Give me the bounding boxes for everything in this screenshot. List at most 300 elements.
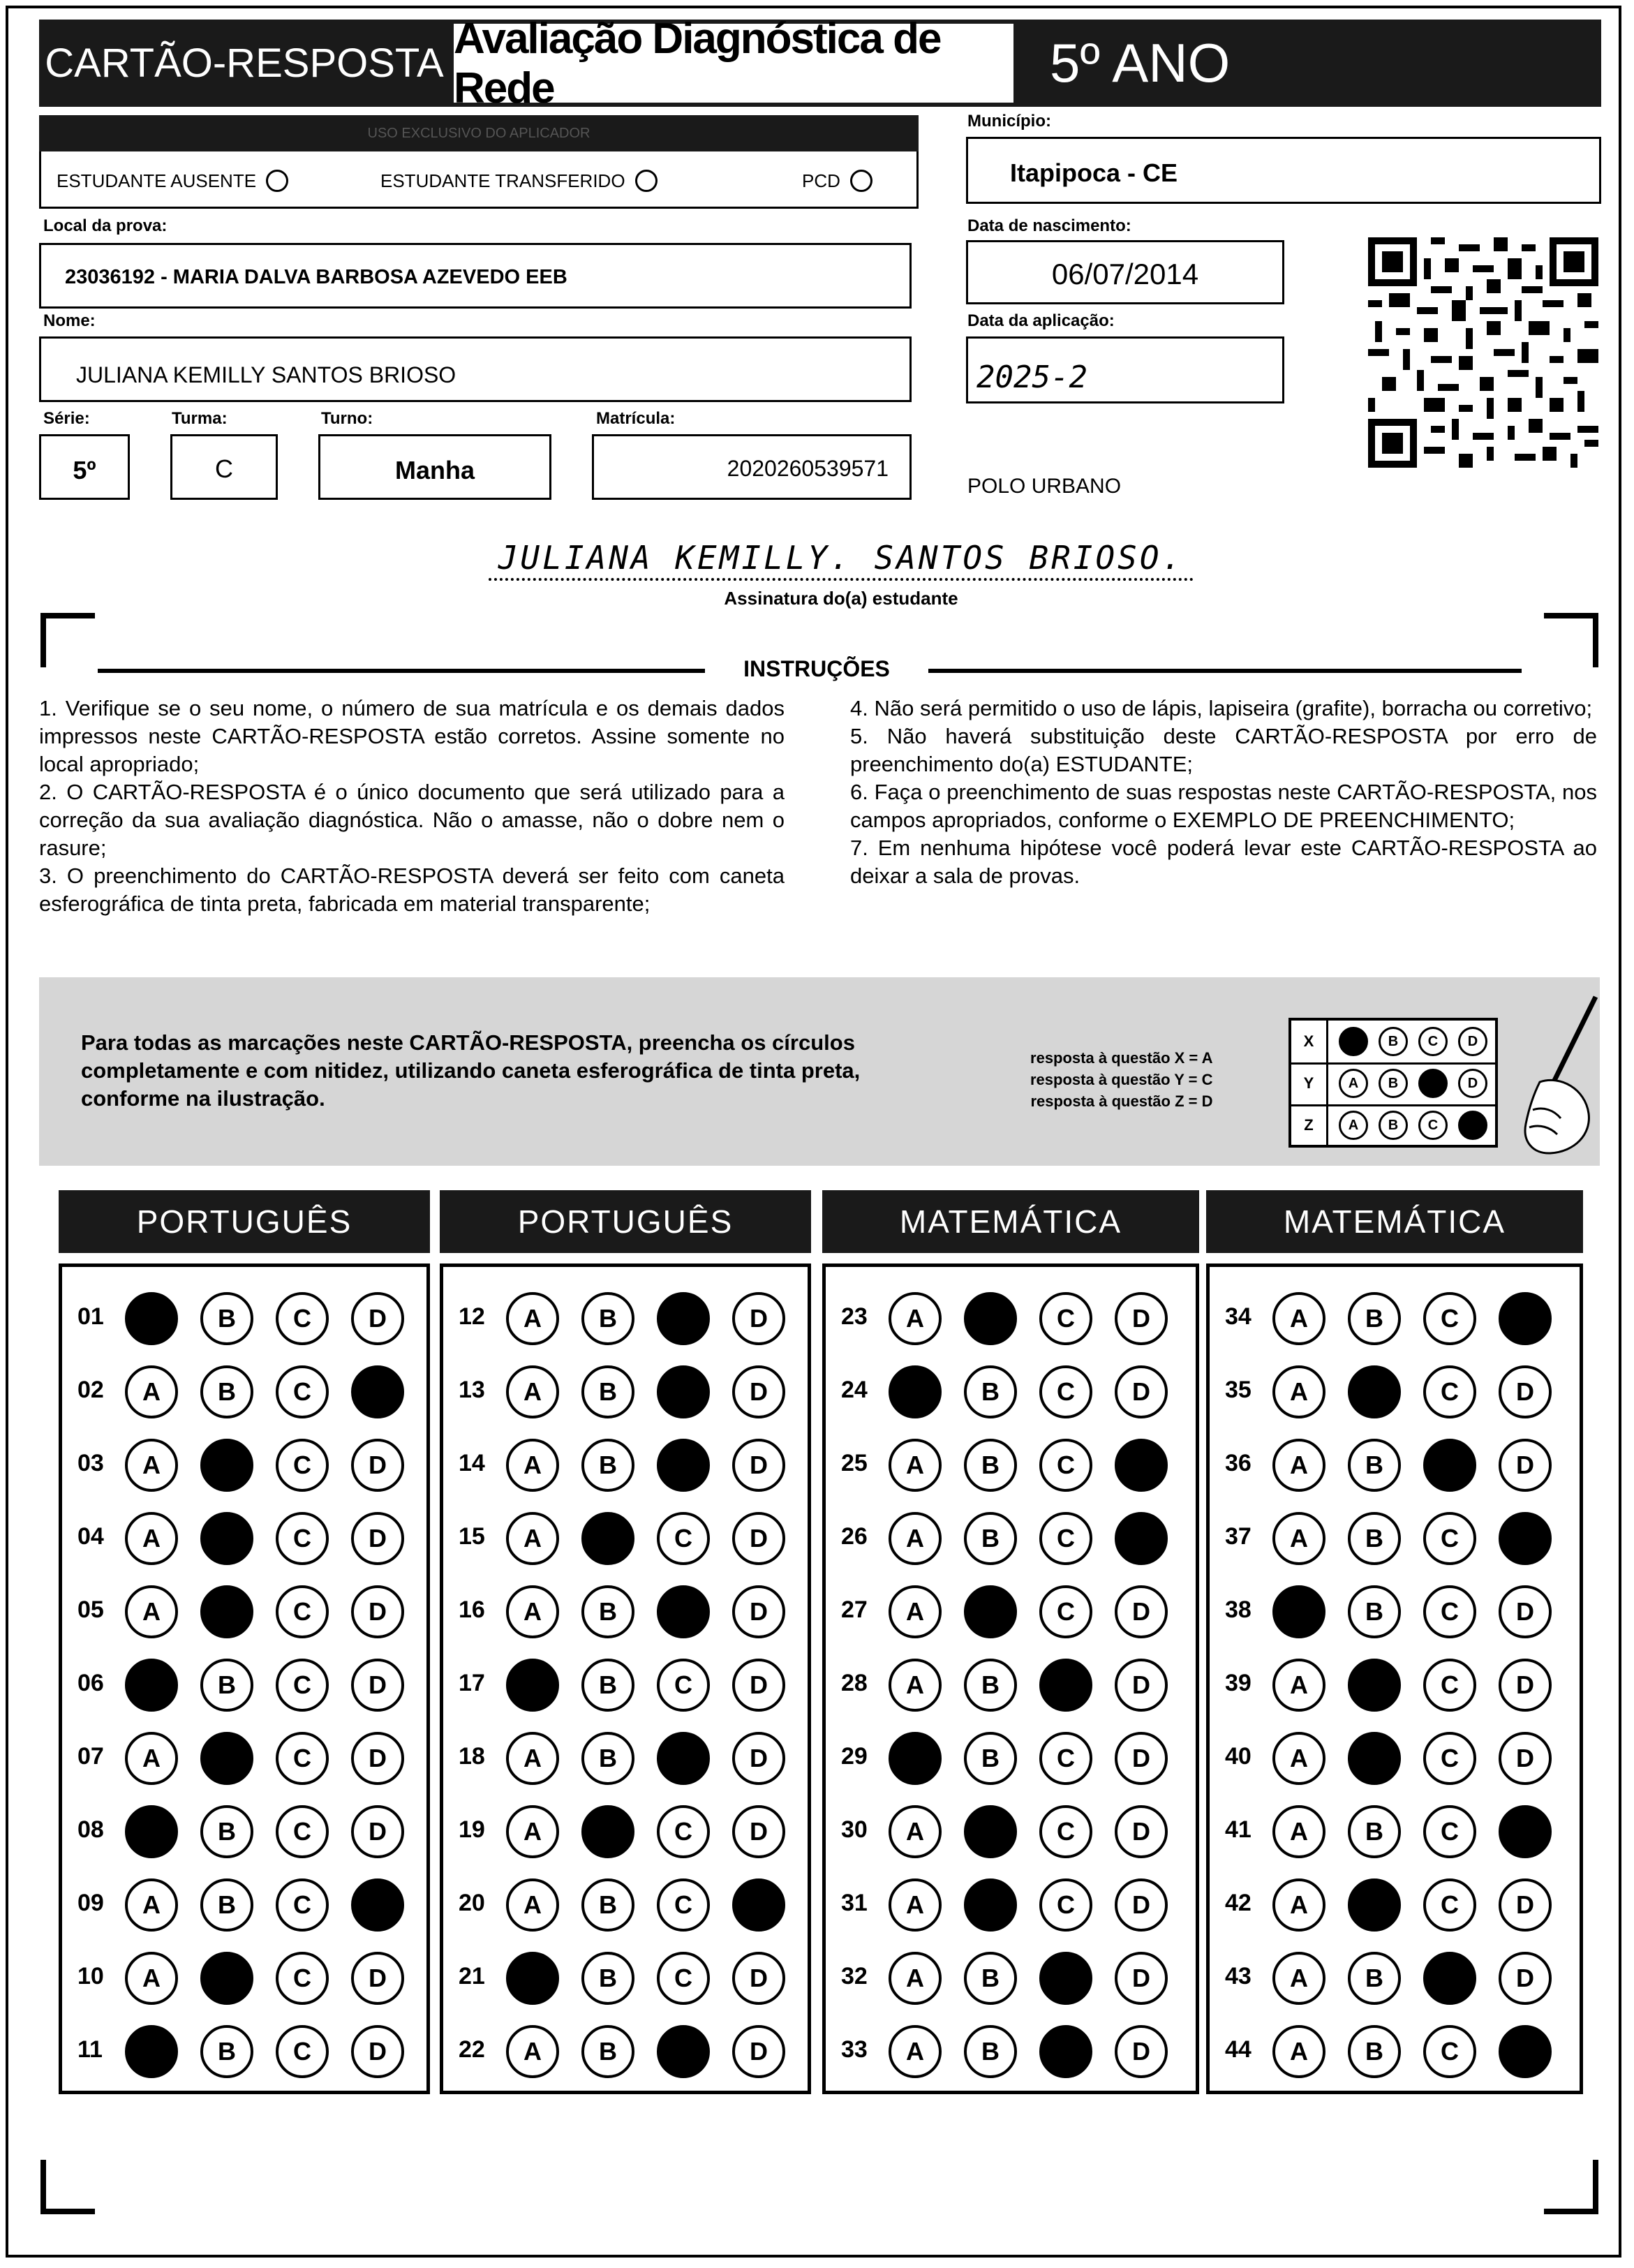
answer-bubble-b[interactable]: B: [964, 1878, 1017, 1932]
answer-bubble-a[interactable]: A: [125, 1805, 178, 1858]
answer-bubble-b[interactable]: B: [581, 1878, 634, 1932]
fill-example-bubble: D: [1458, 1027, 1487, 1056]
local-label: Local da prova:: [43, 216, 168, 235]
answer-bubble-a[interactable]: A: [125, 1659, 178, 1712]
question-row: [443, 1505, 808, 1568]
answer-bubble-a[interactable]: A: [1272, 1805, 1325, 1858]
answer-bubble-c[interactable]: C: [657, 2025, 710, 2078]
question-number: 43: [1225, 1963, 1252, 1989]
question-number: 02: [77, 1377, 104, 1403]
answer-bubble-c[interactable]: C: [657, 1512, 710, 1565]
option-transferred-circle[interactable]: [635, 170, 658, 192]
answer-bubble-c[interactable]: C: [1423, 1292, 1476, 1345]
option-pcd[interactable]: [802, 170, 872, 192]
answer-bubble-d[interactable]: D: [351, 1292, 404, 1345]
serie-field: [39, 434, 130, 500]
instruction-6: 6. Faça o preenchimento de suas respostas neste CARTÃO-RESPOSTA, nos campos apropriados, conforme o EXEMPLO DE PREENCHIMENTO;: [850, 780, 1597, 832]
answer-column-4: [1206, 1263, 1583, 2094]
question-row: [826, 1285, 1196, 1348]
answer-bubble-d[interactable]: D: [1499, 1585, 1552, 1638]
answer-bubble-b[interactable]: B: [200, 1585, 253, 1638]
question-number: 11: [77, 2036, 103, 2063]
answer-bubble-b[interactable]: B: [200, 1952, 253, 2005]
answer-bubble-c[interactable]: C: [276, 2025, 329, 2078]
answer-bubble-c[interactable]: C: [1423, 1952, 1476, 2005]
question-number: 32: [841, 1963, 868, 1989]
answer-bubble-a[interactable]: A: [125, 1585, 178, 1638]
fill-example-bubble: A: [1339, 1069, 1368, 1098]
serie-label: Série:: [43, 409, 90, 428]
answer-bubble-b[interactable]: B: [1348, 1365, 1401, 1418]
answer-bubble-c[interactable]: C: [276, 1512, 329, 1565]
answer-bubble-b[interactable]: B: [200, 1878, 253, 1932]
answer-bubble-c[interactable]: C: [657, 1365, 710, 1418]
question-row: [62, 1358, 426, 1421]
answer-bubble-b[interactable]: B: [964, 1512, 1017, 1565]
answer-bubble-d[interactable]: D: [351, 1585, 404, 1638]
question-row: [62, 1872, 426, 1934]
question-number: 03: [77, 1450, 104, 1476]
answer-bubble-b[interactable]: B: [200, 1292, 253, 1345]
answer-bubble-b[interactable]: B: [1348, 1805, 1401, 1858]
option-pcd-circle[interactable]: [850, 170, 872, 192]
question-number: 28: [841, 1670, 868, 1696]
turma-label: Turma:: [172, 409, 228, 428]
fill-example-grid: [1288, 1018, 1498, 1148]
answer-bubble-a[interactable]: A: [125, 1732, 178, 1785]
answer-bubble-a[interactable]: A: [889, 1659, 942, 1712]
answer-bubble-b[interactable]: B: [581, 1805, 634, 1858]
question-number: 30: [841, 1816, 868, 1843]
question-row: [443, 1872, 808, 1934]
answer-bubble-c[interactable]: C: [1039, 1732, 1092, 1785]
question-row: [826, 1432, 1196, 1495]
answer-bubble-b[interactable]: B: [581, 1292, 634, 1345]
answer-bubble-a[interactable]: A: [1272, 1512, 1325, 1565]
answer-bubble-a[interactable]: A: [1272, 1585, 1325, 1638]
answer-bubble-d[interactable]: D: [351, 1952, 404, 2005]
question-row: [443, 2018, 808, 2081]
answer-bubble-d[interactable]: D: [1115, 1585, 1168, 1638]
answer-bubble-a[interactable]: A: [889, 2025, 942, 2078]
answer-bubble-a[interactable]: A: [506, 1439, 559, 1492]
answer-bubble-c[interactable]: C: [1039, 1365, 1092, 1418]
answer-bubble-a[interactable]: A: [506, 1365, 559, 1418]
answer-bubble-b[interactable]: B: [581, 1732, 634, 1785]
answer-bubble-a[interactable]: A: [125, 2025, 178, 2078]
answer-bubble-b[interactable]: B: [200, 1805, 253, 1858]
applicator-bar: [39, 115, 919, 151]
question-number: 21: [459, 1963, 485, 1989]
answer-bubble-a[interactable]: A: [889, 1585, 942, 1638]
answer-bubble-d[interactable]: D: [732, 2025, 785, 2078]
fill-example-answers: [1030, 1047, 1212, 1112]
aplicacao-value: 2025-2: [976, 360, 1087, 395]
subject-header-3: MATEMÁTICA: [822, 1190, 1199, 1253]
answer-bubble-d[interactable]: D: [1115, 1659, 1168, 1712]
instruction-3: 3. O preenchimento do CARTÃO-RESPOSTA deverá ser feito com caneta esferográfica de tinta preta, fabricada em material transparente;: [39, 864, 785, 916]
matricula-label: Matrícula:: [596, 409, 676, 428]
question-number: 10: [77, 1963, 104, 1989]
answer-bubble-a[interactable]: A: [125, 1292, 178, 1345]
answer-bubble-d[interactable]: D: [732, 1732, 785, 1785]
answer-bubble-c[interactable]: C: [276, 1952, 329, 2005]
answer-column-1: [59, 1263, 430, 2094]
question-row: [62, 1285, 426, 1348]
question-row: [62, 2018, 426, 2081]
answer-bubble-d[interactable]: D: [732, 1365, 785, 1418]
answer-bubble-b[interactable]: B: [1348, 1659, 1401, 1712]
answer-bubble-a[interactable]: A: [1272, 1659, 1325, 1712]
question-row: [826, 1872, 1196, 1934]
answer-bubble-c[interactable]: C: [1423, 1512, 1476, 1565]
nome-value: JULIANA KEMILLY SANTOS BRIOSO: [76, 362, 456, 387]
answer-bubble-c[interactable]: C: [276, 1659, 329, 1712]
answer-bubble-d[interactable]: D: [1115, 1732, 1168, 1785]
instruction-5: 5. Não haverá substituição deste CARTÃO-RESPOSTA por erro de preenchimento do(a) ESTUDANTE;: [850, 724, 1597, 776]
answer-bubble-d[interactable]: D: [732, 1952, 785, 2005]
answer-bubble-d[interactable]: D: [1499, 1292, 1552, 1345]
answer-bubble-c[interactable]: C: [276, 1439, 329, 1492]
answer-bubble-d[interactable]: D: [1499, 2025, 1552, 2078]
question-number: 41: [1225, 1816, 1252, 1843]
answer-bubble-a[interactable]: A: [1272, 1952, 1325, 2005]
fill-example-row-label: X: [1291, 1021, 1328, 1062]
question-row: [443, 1798, 808, 1861]
fill-example-answer-y: resposta à questão Y = C: [1030, 1071, 1213, 1088]
fill-example-bubble: B: [1379, 1069, 1408, 1098]
signature-label: Assinatura do(a) estudante: [724, 588, 958, 609]
answer-bubble-b[interactable]: B: [200, 1659, 253, 1712]
answer-bubble-c[interactable]: C: [1039, 1439, 1092, 1492]
instructions-rule-left: [98, 669, 705, 673]
answer-bubble-d[interactable]: D: [351, 1659, 404, 1712]
answer-bubble-a[interactable]: A: [125, 1365, 178, 1418]
answer-bubble-c[interactable]: C: [1423, 2025, 1476, 2078]
question-number: 17: [459, 1670, 485, 1696]
answer-bubble-b[interactable]: B: [581, 2025, 634, 2078]
answer-bubble-b[interactable]: B: [200, 1732, 253, 1785]
question-row: [826, 1945, 1196, 2008]
answer-bubble-c[interactable]: C: [1423, 1878, 1476, 1932]
answer-bubble-c[interactable]: C: [657, 1585, 710, 1638]
question-row: [62, 1798, 426, 1861]
answer-bubble-b[interactable]: B: [964, 1439, 1017, 1492]
answer-bubble-b[interactable]: B: [1348, 1878, 1401, 1932]
answer-bubble-a[interactable]: A: [889, 1805, 942, 1858]
answer-bubble-d[interactable]: D: [351, 1439, 404, 1492]
answer-bubble-b[interactable]: B: [964, 1805, 1017, 1858]
answer-bubble-b[interactable]: B: [581, 1952, 634, 2005]
turno-value: Manha: [394, 456, 475, 484]
answer-bubble-c[interactable]: C: [276, 1365, 329, 1418]
question-row: [443, 1358, 808, 1421]
answer-bubble-d[interactable]: D: [732, 1585, 785, 1638]
question-number: 19: [459, 1816, 485, 1843]
answer-bubble-c[interactable]: C: [276, 1878, 329, 1932]
corner-mark-bottom-left: [40, 2160, 95, 2214]
answer-bubble-d[interactable]: D: [1499, 1512, 1552, 1565]
question-number: 39: [1225, 1670, 1252, 1696]
answer-bubble-d[interactable]: D: [1499, 1439, 1552, 1492]
answer-bubble-b[interactable]: B: [1348, 1292, 1401, 1345]
answer-bubble-c[interactable]: C: [1423, 1659, 1476, 1712]
question-row: [826, 1358, 1196, 1421]
question-number: 23: [841, 1303, 868, 1330]
local-value: 23036192 - MARIA DALVA BARBOSA AZEVEDO EEB: [65, 266, 567, 288]
question-number: 08: [77, 1816, 104, 1843]
answer-bubble-c[interactable]: C: [276, 1292, 329, 1345]
question-row: [826, 1505, 1196, 1568]
question-number: 34: [1225, 1303, 1252, 1330]
question-row: [1210, 1505, 1580, 1568]
answer-bubble-a[interactable]: A: [889, 1512, 942, 1565]
fill-example-answer-z: resposta à questão Z = D: [1030, 1092, 1213, 1110]
answer-bubble-b[interactable]: B: [964, 1659, 1017, 1712]
qr-code-icon: [1368, 237, 1598, 468]
answer-bubble-a[interactable]: A: [125, 1952, 178, 2005]
aplicacao-field[interactable]: [966, 336, 1284, 403]
serie-value: 5º: [73, 456, 96, 484]
answer-bubble-b[interactable]: B: [1348, 1585, 1401, 1638]
answer-bubble-d[interactable]: D: [732, 1878, 785, 1932]
question-number: 42: [1225, 1890, 1252, 1916]
fill-example-bubble: A: [1339, 1111, 1368, 1140]
question-number: 29: [841, 1743, 868, 1770]
nascimento-field: [966, 240, 1284, 304]
answer-bubble-a[interactable]: A: [1272, 1292, 1325, 1345]
fill-example-answer-x: resposta à questão X = A: [1030, 1049, 1213, 1067]
answer-bubble-a[interactable]: A: [506, 1732, 559, 1785]
answer-bubble-b[interactable]: B: [964, 1732, 1017, 1785]
answer-bubble-a[interactable]: A: [506, 1292, 559, 1345]
answer-bubble-a[interactable]: A: [889, 1878, 942, 1932]
fill-example-row-label: Y: [1291, 1062, 1328, 1104]
answer-bubble-a[interactable]: A: [889, 1732, 942, 1785]
answer-bubble-d[interactable]: D: [351, 1512, 404, 1565]
answer-bubble-b[interactable]: B: [1348, 1732, 1401, 1785]
question-row: [62, 1945, 426, 2008]
option-absent[interactable]: [57, 170, 288, 192]
nascimento-label: Data de nascimento:: [967, 216, 1131, 235]
answer-column-2: [440, 1263, 811, 2094]
answer-bubble-a[interactable]: A: [1272, 1732, 1325, 1785]
answer-bubble-d[interactable]: D: [1499, 1878, 1552, 1932]
question-row: [1210, 1945, 1580, 2008]
answer-bubble-a[interactable]: A: [125, 1878, 178, 1932]
answer-bubble-a[interactable]: A: [1272, 1439, 1325, 1492]
subject-header-2: PORTUGUÊS: [440, 1190, 811, 1253]
answer-bubble-d[interactable]: D: [351, 1365, 404, 1418]
answer-bubble-d[interactable]: D: [1499, 1952, 1552, 2005]
answer-bubble-c[interactable]: C: [1039, 1292, 1092, 1345]
answer-bubble-d[interactable]: D: [1115, 2025, 1168, 2078]
answer-bubble-c[interactable]: C: [657, 1292, 710, 1345]
answer-bubble-b[interactable]: B: [581, 1585, 634, 1638]
answer-bubble-d[interactable]: D: [1499, 1805, 1552, 1858]
answer-bubble-a[interactable]: A: [506, 2025, 559, 2078]
answer-bubble-d[interactable]: D: [732, 1292, 785, 1345]
answer-bubble-a[interactable]: A: [506, 1805, 559, 1858]
answer-bubble-c[interactable]: C: [1423, 1585, 1476, 1638]
question-row: [443, 1945, 808, 2008]
answer-bubble-c[interactable]: C: [1039, 1805, 1092, 1858]
answer-bubble-c[interactable]: C: [1039, 1952, 1092, 2005]
answer-bubble-c[interactable]: C: [1423, 1805, 1476, 1858]
question-row: [62, 1505, 426, 1568]
answer-bubble-d[interactable]: D: [732, 1439, 785, 1492]
signature-line[interactable]: [489, 578, 1194, 581]
answer-bubble-a[interactable]: A: [889, 1292, 942, 1345]
answer-bubble-c[interactable]: C: [1423, 1365, 1476, 1418]
answer-bubble-d[interactable]: D: [1499, 1732, 1552, 1785]
question-number: 38: [1225, 1596, 1252, 1623]
answer-bubble-c[interactable]: C: [276, 1805, 329, 1858]
question-number: 25: [841, 1450, 868, 1476]
question-number: 44: [1225, 2036, 1252, 2063]
answer-bubble-c[interactable]: C: [657, 1952, 710, 2005]
answer-bubble-d[interactable]: D: [351, 1805, 404, 1858]
answer-bubble-c[interactable]: C: [1423, 1732, 1476, 1785]
subject-header-4: MATEMÁTICA: [1206, 1190, 1583, 1253]
question-row: [826, 1652, 1196, 1714]
answer-bubble-b[interactable]: B: [1348, 1512, 1401, 1565]
answer-bubble-b[interactable]: B: [1348, 1952, 1401, 2005]
fill-example-bubble: B: [1379, 1111, 1408, 1140]
answer-bubble-d[interactable]: D: [351, 2025, 404, 2078]
answer-bubble-d[interactable]: D: [1115, 1292, 1168, 1345]
answer-bubble-d[interactable]: D: [1499, 1659, 1552, 1712]
answer-bubble-a[interactable]: A: [506, 1512, 559, 1565]
corner-mark-top-right: [1544, 613, 1598, 667]
question-row: [1210, 1725, 1580, 1788]
answer-bubble-a[interactable]: A: [889, 1365, 942, 1418]
question-row: [1210, 2018, 1580, 2081]
aplicacao-label: Data da aplicação:: [967, 311, 1115, 330]
answer-bubble-a[interactable]: A: [889, 1439, 942, 1492]
question-number: 20: [459, 1890, 485, 1916]
answer-bubble-c[interactable]: C: [276, 1732, 329, 1785]
question-number: 16: [459, 1596, 485, 1623]
answer-bubble-d[interactable]: D: [1115, 1365, 1168, 1418]
applicator-bar-label: USO EXCLUSIVO DO APLICADOR: [367, 126, 591, 141]
question-row: [826, 1798, 1196, 1861]
subject-header-1: PORTUGUÊS: [59, 1190, 430, 1253]
question-number: 26: [841, 1523, 868, 1550]
question-row: [1210, 1285, 1580, 1348]
answer-bubble-d[interactable]: D: [351, 1732, 404, 1785]
question-number: 27: [841, 1596, 868, 1623]
answer-bubble-d[interactable]: D: [732, 1512, 785, 1565]
answer-bubble-a[interactable]: A: [889, 1952, 942, 2005]
answer-bubble-b[interactable]: B: [581, 1365, 634, 1418]
answer-bubble-a[interactable]: A: [125, 1439, 178, 1492]
answer-bubble-c[interactable]: C: [1039, 2025, 1092, 2078]
answer-bubble-d[interactable]: D: [1115, 1439, 1168, 1492]
question-row: [443, 1285, 808, 1348]
answer-bubble-c[interactable]: C: [1039, 1878, 1092, 1932]
answer-bubble-d[interactable]: D: [732, 1805, 785, 1858]
status-options: [39, 151, 919, 209]
answer-bubble-b[interactable]: B: [964, 1585, 1017, 1638]
municipio-value: Itapipoca - CE: [1010, 158, 1178, 187]
question-number: 24: [841, 1377, 868, 1403]
answer-bubble-b[interactable]: B: [1348, 2025, 1401, 2078]
answer-bubble-b[interactable]: B: [964, 2025, 1017, 2078]
answer-bubble-a[interactable]: A: [125, 1512, 178, 1565]
answer-bubble-c[interactable]: C: [1423, 1439, 1476, 1492]
answer-bubble-a[interactable]: A: [506, 1585, 559, 1638]
answer-bubble-a[interactable]: A: [1272, 1365, 1325, 1418]
answer-bubble-b[interactable]: B: [200, 1512, 253, 1565]
question-number: 33: [841, 2036, 868, 2063]
answer-bubble-c[interactable]: C: [1039, 1512, 1092, 1565]
turma-field: [170, 434, 278, 500]
answer-bubble-c[interactable]: C: [657, 1878, 710, 1932]
answer-bubble-c[interactable]: C: [657, 1659, 710, 1712]
option-pcd-label: PCD: [802, 170, 840, 191]
option-transferred[interactable]: [380, 170, 658, 192]
question-number: 12: [459, 1303, 485, 1330]
answer-bubble-b[interactable]: B: [1348, 1439, 1401, 1492]
answer-bubble-a[interactable]: A: [1272, 1878, 1325, 1932]
instruction-4: 4. Não será permitido o uso de lápis, lapiseira (grafite), borracha ou corretivo;: [850, 696, 1593, 720]
answer-bubble-d[interactable]: D: [351, 1878, 404, 1932]
answer-bubble-a[interactable]: A: [506, 1659, 559, 1712]
answer-bubble-c[interactable]: C: [276, 1585, 329, 1638]
question-row: [1210, 1652, 1580, 1714]
instructions-title: INSTRUÇÕES: [743, 656, 890, 681]
option-transferred-label: ESTUDANTE TRANSFERIDO: [380, 170, 625, 191]
fill-example-text: Para todas as marcações neste CARTÃO-RESPOSTA, preencha os círculos completamente e com nitidez, utilizando caneta esferográfica de tinta preta, conforme na ilustração.: [81, 1030, 861, 1111]
answer-bubble-a[interactable]: A: [506, 1952, 559, 2005]
question-row: [1210, 1872, 1580, 1934]
answer-bubble-c[interactable]: C: [657, 1439, 710, 1492]
answer-bubble-c[interactable]: C: [1039, 1585, 1092, 1638]
answer-bubble-b[interactable]: B: [200, 1365, 253, 1418]
answer-bubble-b[interactable]: B: [964, 1292, 1017, 1345]
answer-bubble-b[interactable]: B: [581, 1512, 634, 1565]
answer-bubble-d[interactable]: D: [732, 1659, 785, 1712]
option-absent-circle[interactable]: [266, 170, 288, 192]
fill-example-bubble: C: [1418, 1069, 1448, 1098]
question-number: 35: [1225, 1377, 1252, 1403]
answer-bubble-c[interactable]: C: [657, 1805, 710, 1858]
answer-bubble-d[interactable]: D: [1499, 1365, 1552, 1418]
instruction-7: 7. Em nenhuma hipótese você poderá levar este CARTÃO-RESPOSTA ao deixar a sala de provas.: [850, 836, 1597, 888]
answer-bubble-c[interactable]: C: [1039, 1659, 1092, 1712]
question-number: 14: [459, 1450, 485, 1476]
question-row: [62, 1652, 426, 1714]
answer-bubble-c[interactable]: C: [657, 1732, 710, 1785]
answer-bubble-a[interactable]: A: [1272, 2025, 1325, 2078]
answer-bubble-d[interactable]: D: [1115, 1878, 1168, 1932]
answer-bubble-d[interactable]: D: [1115, 1805, 1168, 1858]
answer-bubble-b[interactable]: B: [200, 1439, 253, 1492]
instruction-2: 2. O CARTÃO-RESPOSTA é o único documento que será utilizado para a correção da sua avaliação diagnóstica. Não o amasse, não o dobre nem o rasure;: [39, 780, 785, 860]
answer-bubble-b[interactable]: B: [964, 1952, 1017, 2005]
answer-bubble-b[interactable]: B: [581, 1439, 634, 1492]
answer-bubble-b[interactable]: B: [964, 1365, 1017, 1418]
answer-bubble-d[interactable]: D: [1115, 1952, 1168, 2005]
answer-bubble-a[interactable]: A: [506, 1878, 559, 1932]
question-number: 01: [77, 1303, 104, 1330]
answer-bubble-b[interactable]: B: [200, 2025, 253, 2078]
question-row: [443, 1652, 808, 1714]
answer-bubble-d[interactable]: D: [1115, 1512, 1168, 1565]
answer-bubble-b[interactable]: B: [581, 1659, 634, 1712]
matricula-field: [592, 434, 912, 500]
